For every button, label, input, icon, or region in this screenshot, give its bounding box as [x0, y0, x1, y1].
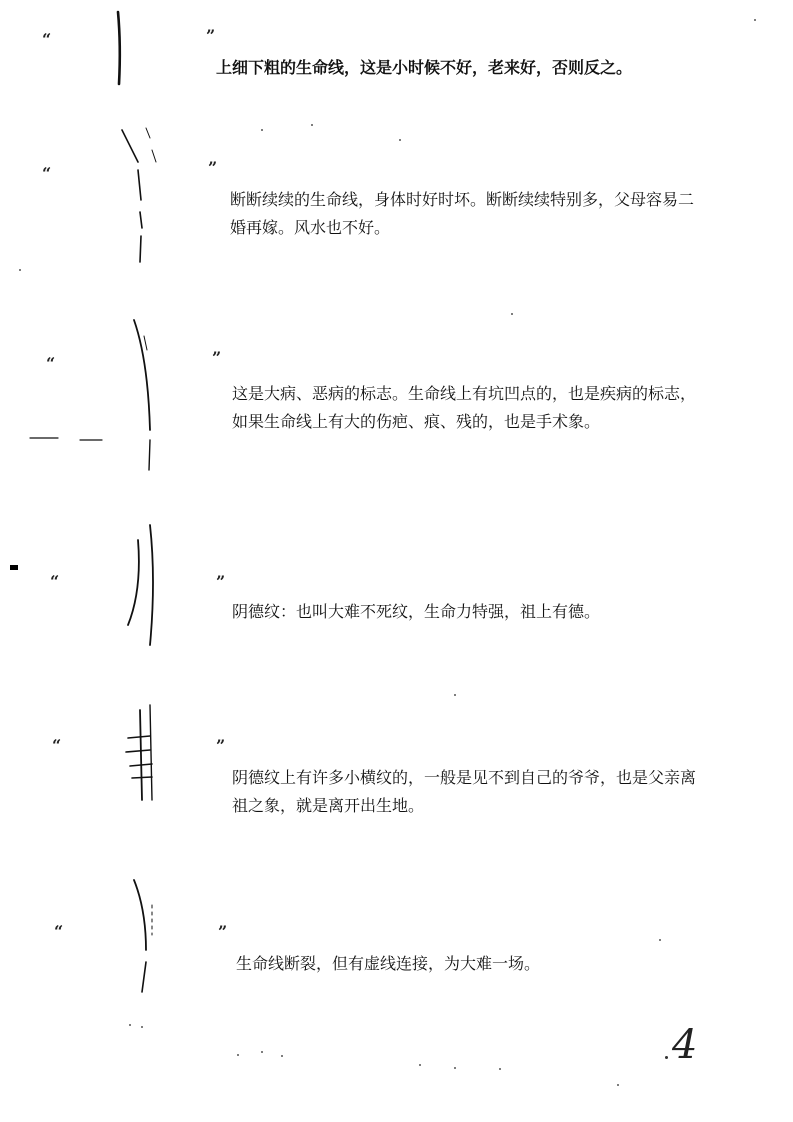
page-number: 4 — [672, 1022, 698, 1068]
entry-text: 阴德纹：也叫大难不死纹，生命力特强，祖上有德。 — [232, 602, 601, 621]
open-quote: “ — [46, 354, 56, 373]
close-quote: ” — [208, 158, 218, 177]
open-quote: “ — [42, 30, 52, 49]
lifeline-broken-segments-icon — [122, 128, 156, 262]
lifeline-dots-scar-icon — [30, 320, 150, 470]
open-quote: “ — [42, 164, 52, 183]
open-quote: “ — [52, 736, 62, 755]
close-quote: ” — [206, 26, 216, 45]
open-quote: “ — [54, 922, 64, 941]
entry-text: 这是大病、恶病的标志。生命线上有坑凹点的，也是疾病的标志，如果生命线上有大的伤疤、痕、残的，也是手术象。 — [232, 384, 697, 431]
lifeline-thin-to-thick-icon — [118, 12, 120, 84]
open-quote: “ — [50, 572, 60, 591]
close-quote: ” — [216, 572, 226, 591]
entry-text: 上细下粗的生命线，这是小时候不好，老来好，否则反之。 — [216, 58, 633, 77]
entry-text: 断断续续的生命线，身体时好时坏。断断续续特别多，父母容易二婚再嫁。风水也不好。 — [230, 190, 695, 237]
close-quote: ” — [216, 736, 226, 755]
page-number-dot — [665, 1056, 668, 1059]
entry-text: 阴德纹上有许多小横纹的，一般是见不到自己的爷爷，也是父亲离祖之象，就是离开出生地。 — [232, 768, 697, 815]
scan-noise — [19, 19, 756, 1086]
scan-edge-mark — [10, 565, 18, 570]
close-quote: ” — [212, 348, 222, 367]
lifeline-dashed-bridge-icon — [134, 880, 152, 992]
lifeline-crossbars-icon — [126, 705, 152, 800]
close-quote: ” — [218, 922, 228, 941]
lifeline-double-line-icon — [128, 525, 153, 645]
entry-text: 生命线断裂，但有虚线连接，为大难一场。 — [236, 954, 541, 973]
